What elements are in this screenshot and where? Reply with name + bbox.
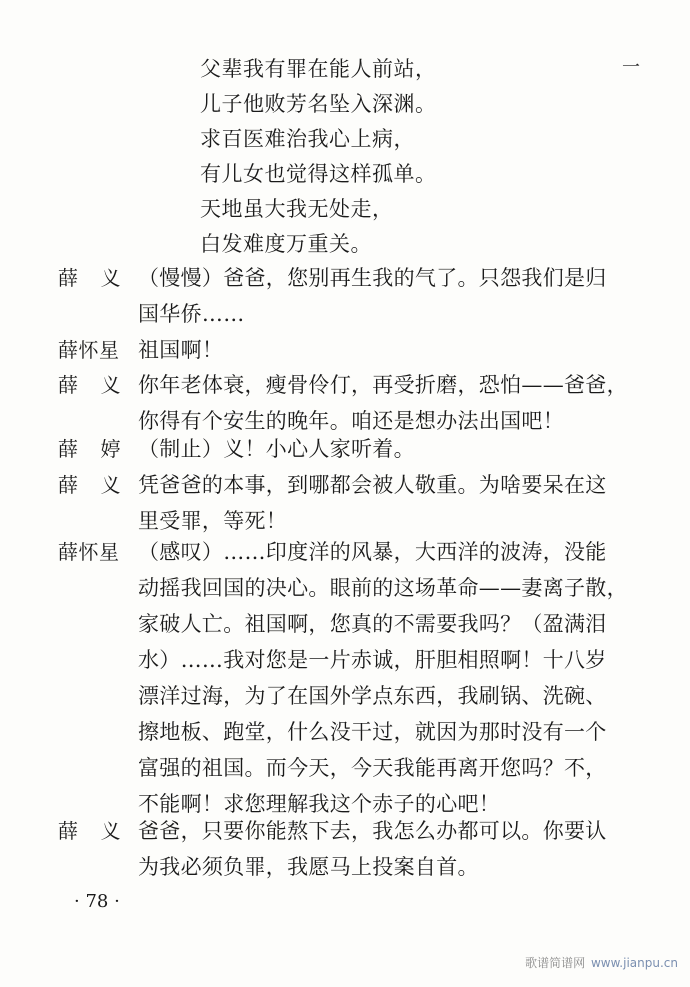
speaker-name: 薛 义 [58, 819, 121, 843]
speech-line: 国华侨…… [138, 302, 245, 326]
speech-text [138, 534, 628, 822]
page-number: · 78 · [74, 891, 120, 912]
speech-line: 富强的祖国。而今天，今天我能再离开您吗？不， [138, 756, 607, 780]
site-watermark [525, 954, 678, 971]
speaker-name: 薛怀星 [58, 338, 120, 362]
speech-line: 为我必须负罪，我愿马上投案自首。 [138, 855, 479, 879]
speech-text [138, 813, 607, 885]
verse-line: 父辈我有罪在能人前站， [200, 57, 437, 81]
verse-line: 儿子他败芳名坠入深渊。 [200, 92, 437, 116]
watermark-url: www.jianpu.cn [590, 956, 678, 970]
speech-line: 里受罪，等死！ [138, 509, 288, 533]
speech-text [138, 367, 628, 439]
speech-line: 你得有个安生的晚年。咱还是想办法出国吧！ [138, 409, 564, 433]
verse-line: 有儿女也觉得这样孤单。 [200, 162, 437, 186]
speech-line: 家破人亡。祖国啊，您真的不需要我吗？（盈满泪 [138, 612, 607, 636]
speech-line: （感叹）……印度洋的风暴，大西洋的波涛，没能 [138, 540, 607, 564]
speech-line: 不能啊！求您理解我这个赤子的心吧！ [138, 792, 501, 816]
verse-line: 白发难度万重关。 [200, 232, 372, 256]
speech-line: 你年老体衰，瘦骨伶仃，再受折磨，恐怕——爸爸， [138, 373, 628, 397]
speech-line: 漂洋过海，为了在国外学点东西，我刷锅、洗碗、 [138, 684, 607, 708]
verse-block [200, 52, 620, 262]
verse-line: 求百医难治我心上病， [200, 127, 415, 151]
speech-text [138, 431, 598, 467]
speech-line: 动摇我回国的决心。眼前的这场革命——妻离子散， [138, 576, 628, 600]
speech-line: 爸爸，只要你能熬下去，我怎么办都可以。你要认 [138, 819, 607, 843]
margin-dash-mark: 一 [622, 57, 640, 78]
speaker-name: 薛 义 [58, 266, 121, 290]
speech-line: 水）……我对您是一片赤诚，肝胆相照啊！十八岁 [138, 648, 607, 672]
speech-line: （慢慢）爸爸，您别再生我的气了。只怨我们是归 [138, 266, 607, 290]
verse-line: 天地虽大我无处走， [200, 197, 394, 221]
speaker-name: 薛 义 [58, 473, 121, 497]
speech-text [138, 332, 598, 368]
speaker-name: 薛 婷 [58, 437, 121, 461]
speaker-name: 薛怀星 [58, 540, 120, 564]
speech-line: 凭爸爸的本事，到哪都会被人敬重。为啥要呆在这 [138, 473, 607, 497]
speech-text [138, 260, 607, 332]
speech-text [138, 467, 607, 539]
speech-line: 祖国啊！ [138, 338, 224, 362]
speaker-name: 薛 义 [58, 373, 121, 397]
speech-line: （制止）义！小心人家听着。 [138, 437, 415, 461]
watermark-site-name: 歌谱简谱网 [525, 956, 586, 970]
speech-line: 擦地板、跑堂，什么没干过，就因为那时没有一个 [138, 720, 607, 744]
